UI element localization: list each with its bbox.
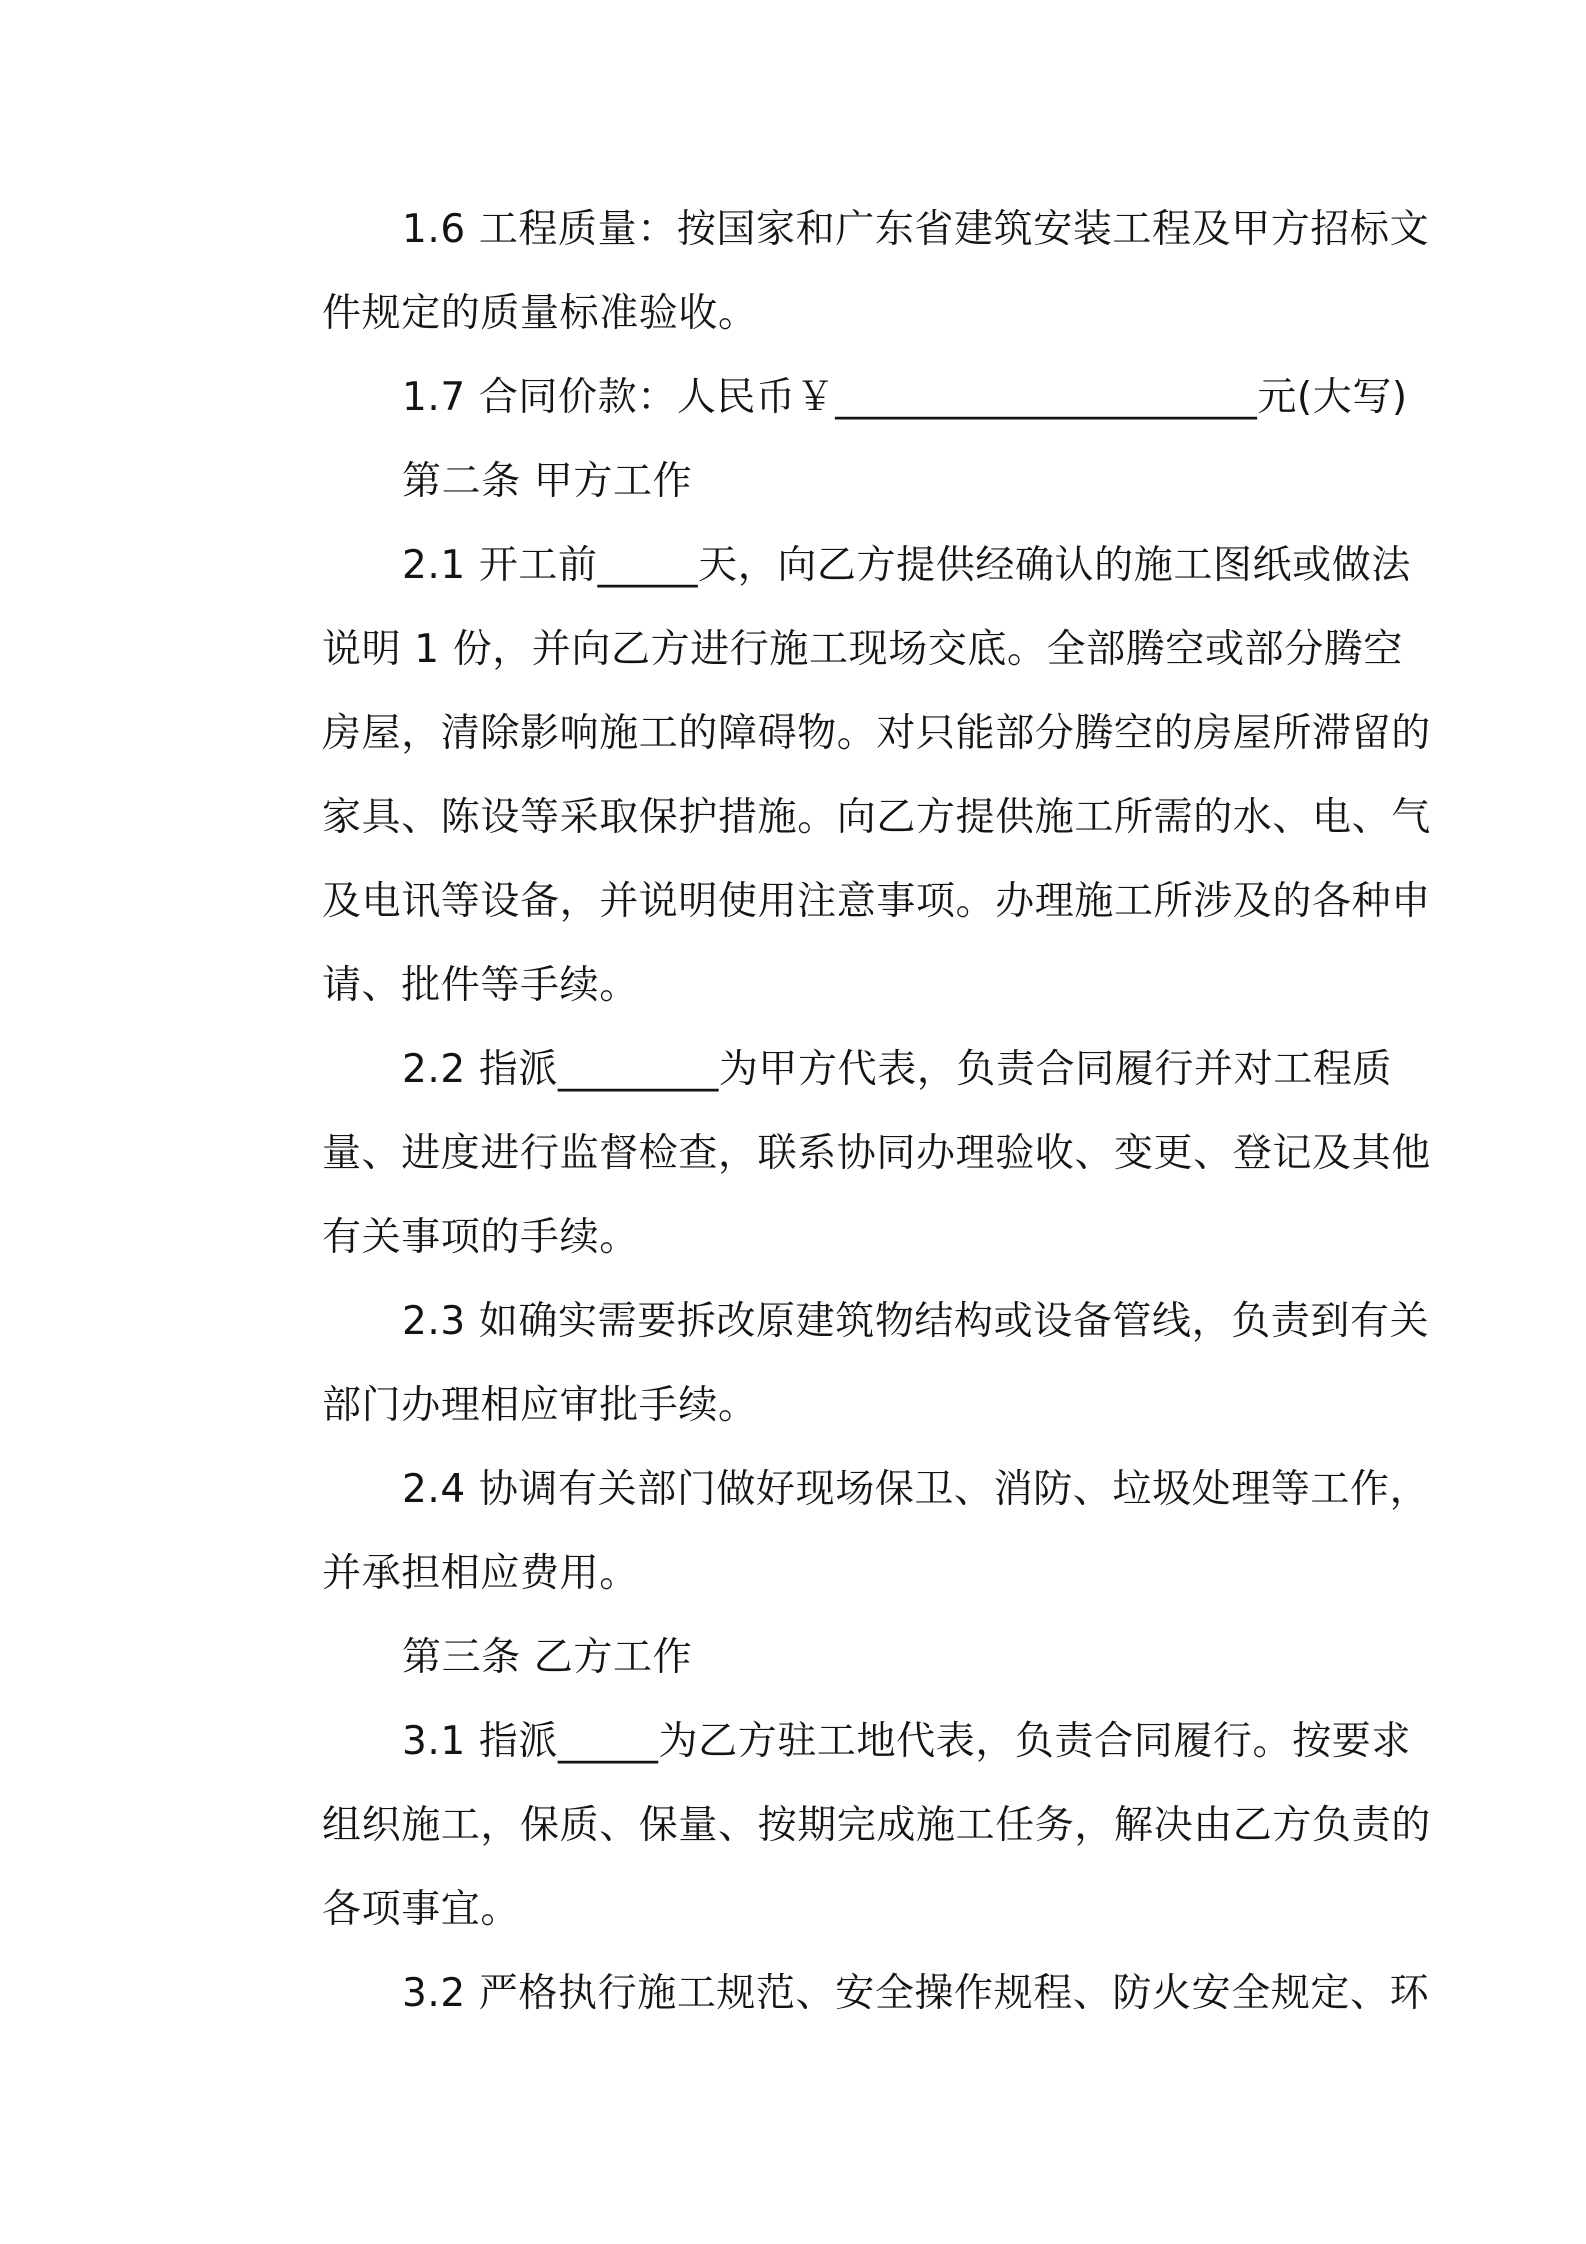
text-line: 3.2 严格执行施工规范、安全操作规程、防火安全规定、环 [402,1971,1430,2016]
text-line: 1.7 合同价款：人民币￥_____________________元(大写) [402,375,1408,420]
text-line: 房屋，清除影响施工的障碍物。对只能部分腾空的房屋所滞留的 [322,711,1431,756]
clause-2-2 [242,1028,1431,1280]
text-line: 1.6 工程质量：按国家和广东省建筑安装工程及甲方招标文 [402,207,1430,252]
document-body [242,188,1431,2036]
text-line: 有关事项的手续。 [322,1215,639,1260]
text-line: 部门办理相应审批手续。 [322,1383,758,1428]
clause-3-2 [242,1952,1430,2036]
clause-2-4 [242,1448,1430,1616]
text-line: 组织施工，保质、保量、按期完成施工任务，解决由乙方负责的 [322,1803,1431,1848]
text-line: 并承担相应费用。 [322,1551,639,1596]
article-title: 第三条 乙方工作 [402,1635,693,1680]
article-title: 第二条 甲方工作 [402,459,693,504]
text-line: 2.1 开工前_____天，向乙方提供经确认的施工图纸或做法 [402,543,1411,588]
article-heading-3 [242,1616,1354,1700]
text-line: 件规定的质量标准验收。 [322,291,758,336]
text-line: 及电讯等设备，并说明使用注意事项。办理施工所涉及的各种申 [322,879,1431,924]
text-line: 量、进度进行监督检查，联系协同办理验收、变更、登记及其他 [322,1131,1431,1176]
text-line: 说明 1 份，并向乙方进行施工现场交底。全部腾空或部分腾空 [322,627,1404,672]
clause-1-6 [242,188,1430,356]
clause-2-3 [242,1280,1430,1448]
clause-1-7 [242,356,1408,440]
clause-3-1 [242,1700,1431,1952]
text-line: 家具、陈设等采取保护措施。向乙方提供施工所需的水、电、气 [322,795,1431,840]
text-line: 3.1 指派_____为乙方驻工地代表，负责合同履行。按要求 [402,1719,1411,1764]
article-heading-2 [242,440,1354,524]
text-line: 2.3 如确实需要拆改原建筑物结构或设备管线，负责到有关 [402,1299,1430,1344]
text-line: 各项事宜。 [322,1887,521,1932]
text-line: 2.2 指派________为甲方代表，负责合同履行并对工程质 [402,1047,1393,1092]
clause-2-1 [242,524,1431,1028]
text-line: 请、批件等手续。 [322,963,639,1008]
text-line: 2.4 协调有关部门做好现场保卫、消防、垃圾处理等工作， [402,1467,1430,1512]
